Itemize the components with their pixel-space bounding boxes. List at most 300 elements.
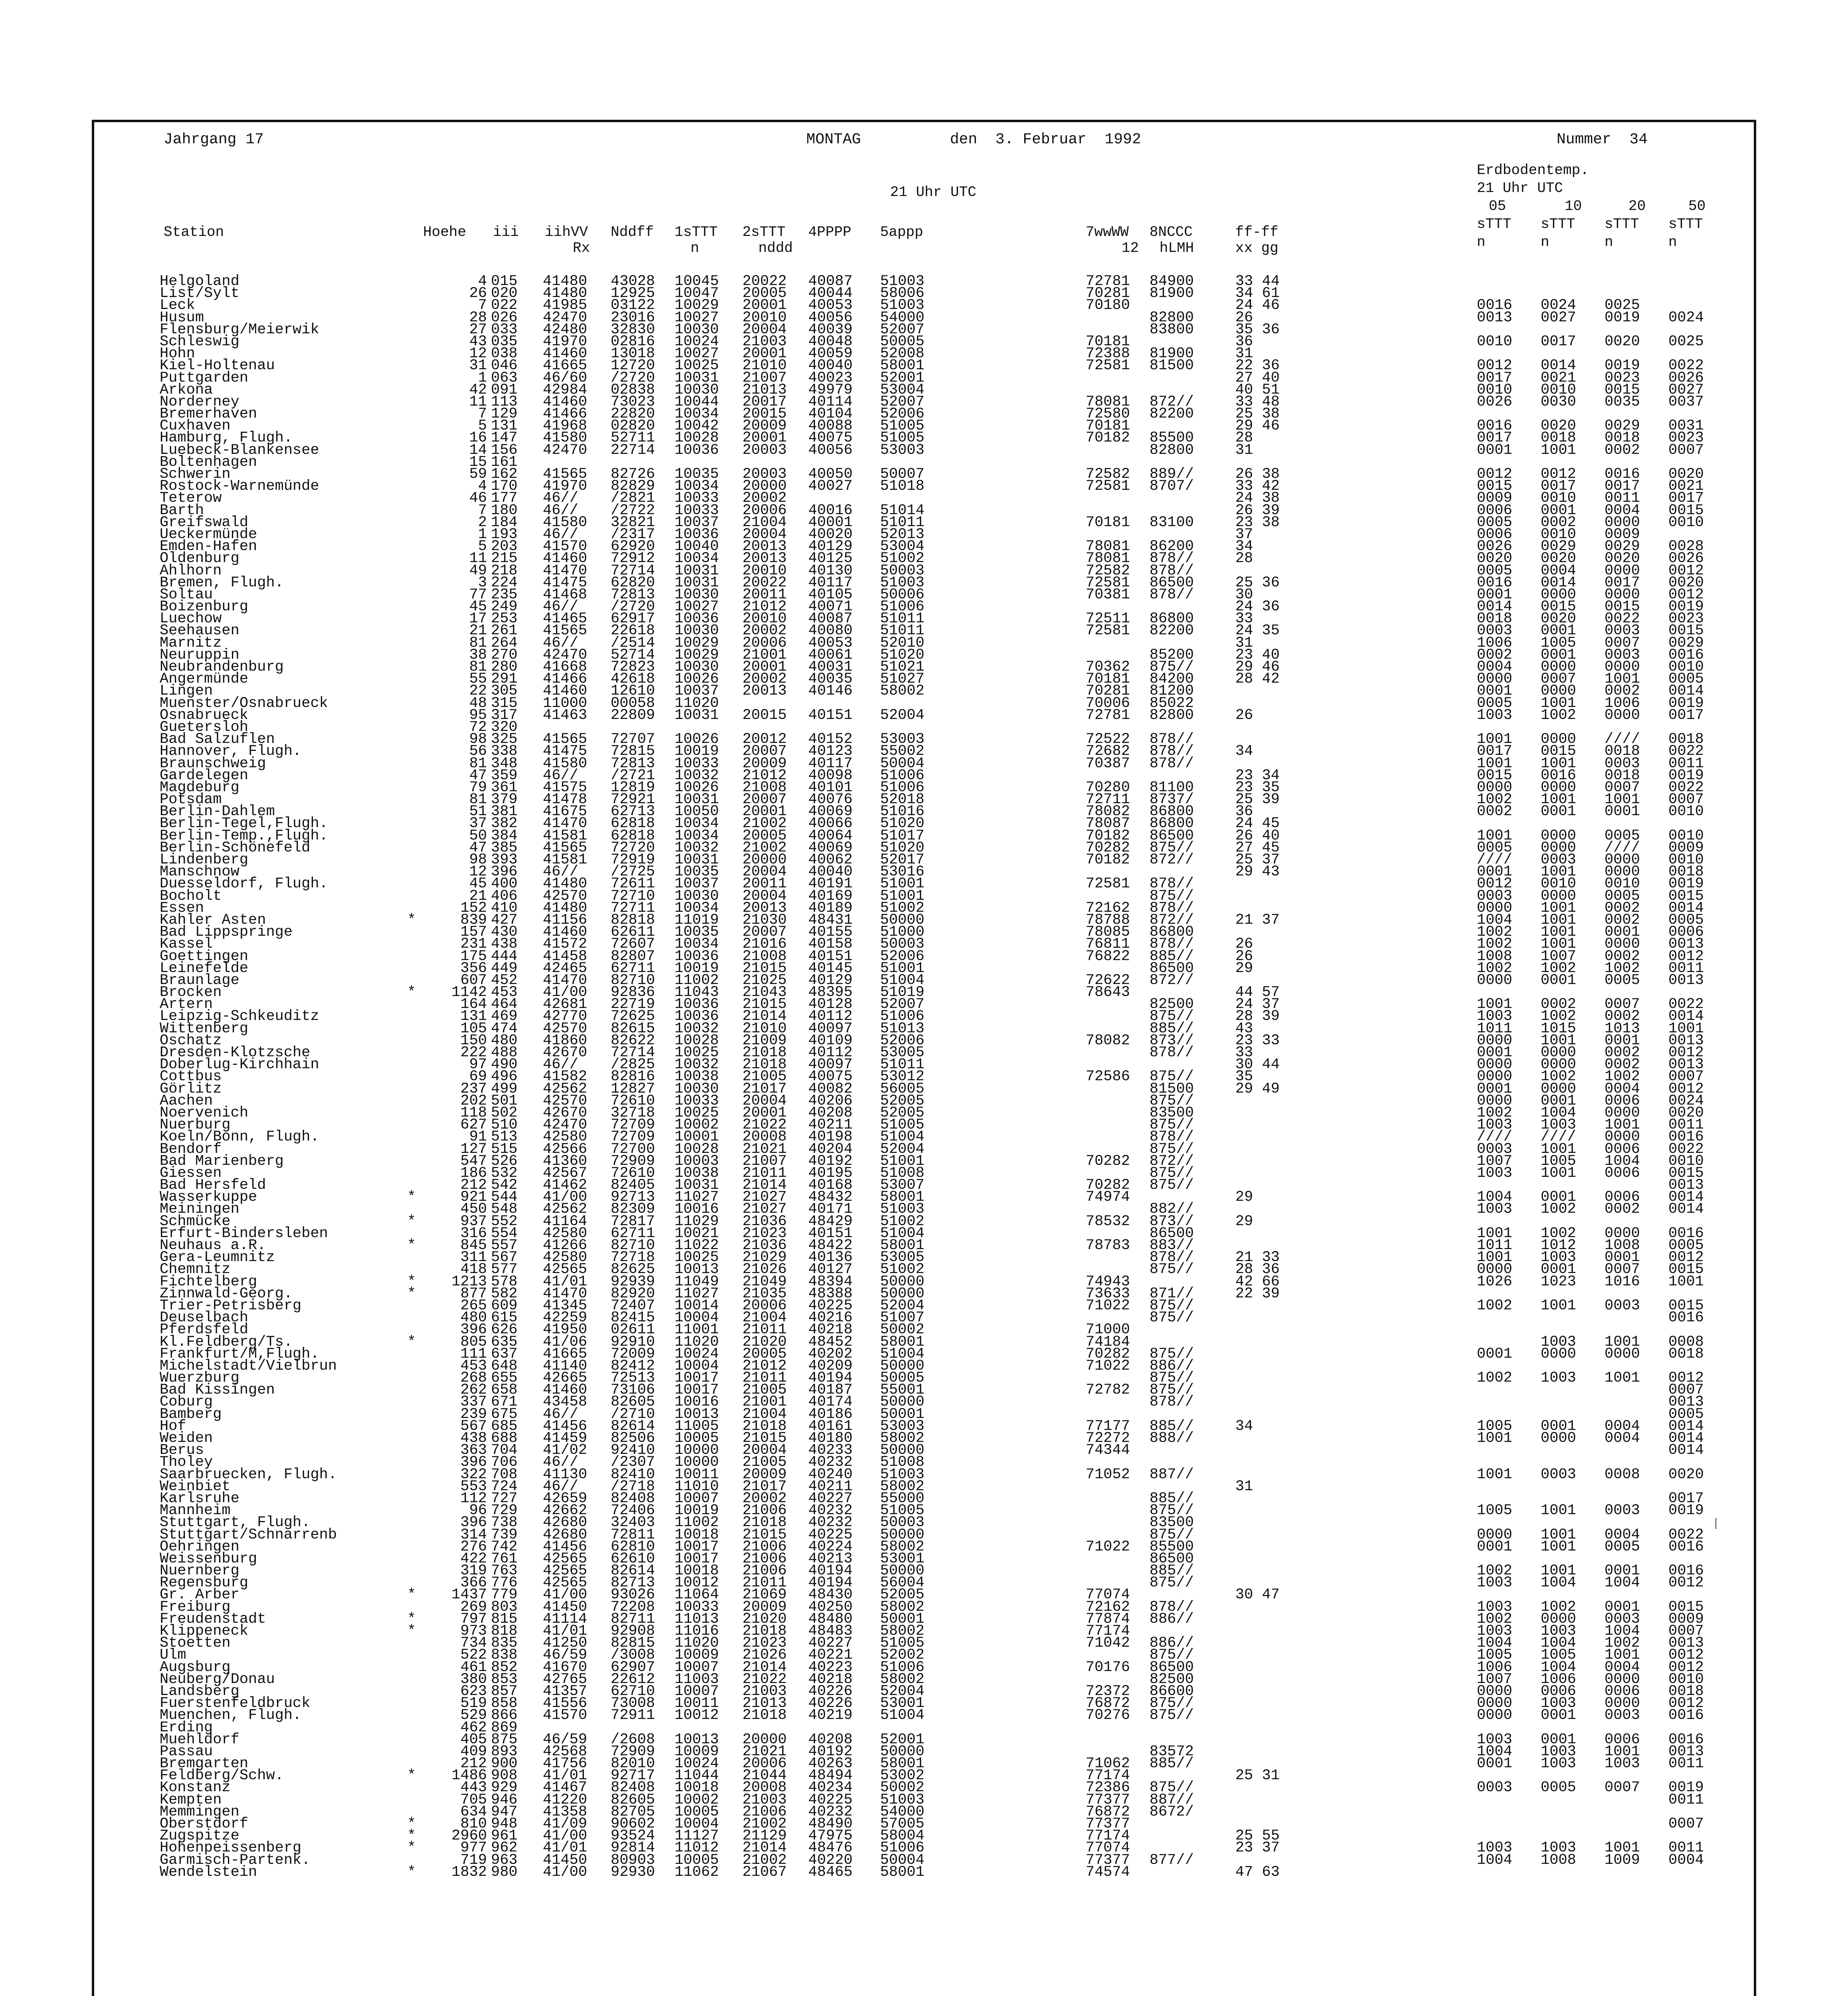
cloud-group: 8707/: [1150, 478, 1194, 495]
nddff-group: 62818: [611, 815, 655, 832]
temp-group: 10027: [675, 598, 719, 616]
soil-temp-50: 0019: [1668, 875, 1704, 893]
soil-temp-10: 0010: [1541, 381, 1576, 398]
pressure-group: 40220: [808, 1851, 853, 1869]
station-id: 948: [491, 1816, 518, 1832]
tendency-group: 51000: [880, 924, 925, 941]
soil-temp-20: 0020: [1605, 333, 1640, 350]
pressure-group: 40216: [808, 1309, 853, 1327]
tendency-group: 51008: [880, 1164, 925, 1182]
soil-temp-05: 1002: [1477, 1297, 1512, 1314]
tendency-group: 50002: [880, 1779, 925, 1796]
soil-temp-20: 1001: [1605, 1117, 1640, 1134]
tendency-group: 51006: [880, 1659, 925, 1676]
dewpoint-group: 20004: [742, 887, 787, 905]
soil-temp-20: 0000: [1605, 1671, 1640, 1688]
station-name: Husum: [160, 309, 204, 326]
nddff-group: 72718: [611, 1249, 655, 1266]
pressure-group: 40027: [808, 478, 853, 495]
temp-group: 10033: [675, 755, 719, 772]
station-height: 91: [469, 1129, 487, 1146]
station-mark: *: [407, 1189, 416, 1206]
tendency-group: 56005: [880, 1080, 925, 1097]
soil-temp-10: 0003: [1541, 1466, 1576, 1483]
iihvv-group: 46/59: [543, 1731, 588, 1748]
iihvv-group: 41470: [543, 815, 588, 832]
soil-temp-50: 0004: [1668, 1851, 1704, 1869]
soil-temp-50: 0016: [1668, 1129, 1704, 1146]
cloud-group: 86500: [1150, 1659, 1194, 1676]
soil-temp-time: 21 Uhr UTC: [1477, 180, 1563, 196]
soil-temp-50: 0013: [1668, 972, 1704, 989]
station-height: 839: [460, 911, 487, 929]
temp-group: 10007: [675, 1683, 719, 1700]
soil-temp-20: ////: [1605, 839, 1640, 856]
weather-group: 72711: [1086, 791, 1130, 808]
soil-temp-10: 1001: [1541, 924, 1576, 941]
soil-temp-50: 0010: [1668, 851, 1704, 868]
tendency-group: 53003: [880, 442, 925, 459]
soil-temp-05: 0013: [1477, 309, 1512, 326]
station-name: Puttgarden: [160, 369, 249, 386]
pressure-group: 40101: [808, 779, 853, 796]
dewpoint-group: 21014: [742, 1177, 787, 1194]
dewpoint-group: 21007: [742, 369, 787, 386]
soil-temp-20: 0029: [1605, 538, 1640, 555]
dewpoint-group: 21014: [742, 1008, 787, 1025]
tendency-group: 51011: [880, 514, 925, 531]
station-id: 761: [491, 1550, 518, 1567]
station-height: 262: [460, 1382, 487, 1399]
station-id: 496: [491, 1068, 518, 1085]
dewpoint-group: 21012: [742, 767, 787, 784]
station-name: Passau: [160, 1743, 213, 1760]
soil-temp-05: 1007: [1477, 1671, 1512, 1688]
soil-temp-50: 0011: [1668, 1840, 1704, 1857]
tendency-group: 53003: [880, 1418, 925, 1435]
soil-temp-10: 0000: [1541, 779, 1576, 796]
station-height: 96: [469, 1502, 487, 1519]
pressure-group: 40169: [808, 887, 853, 905]
soil-temp-50: 0011: [1668, 1791, 1704, 1808]
cloud-group: 885//: [1150, 948, 1194, 965]
soil-temp-05: 0005: [1477, 695, 1512, 712]
nddff-group: 82605: [611, 1394, 655, 1411]
nddff-group: /2722: [611, 502, 655, 519]
station-name: Noervenich: [160, 1104, 249, 1121]
nddff-group: 82410: [611, 1466, 655, 1483]
dewpoint-group: 20022: [742, 273, 787, 290]
station-name: Teterow: [160, 490, 222, 507]
soil-temp-05: 1008: [1477, 948, 1512, 965]
col-7wwww-sub: 12: [1122, 240, 1139, 256]
weather-group: 70181: [1086, 671, 1130, 688]
col-ffff: ff-ff: [1235, 224, 1279, 240]
tendency-group: 55002: [880, 743, 925, 760]
weather-group: 70182: [1086, 851, 1130, 868]
temp-group: 10033: [675, 1092, 719, 1109]
wind-group: 33 42: [1235, 478, 1280, 495]
station-height: 175: [460, 948, 487, 965]
weather-group: 78788: [1086, 911, 1130, 929]
soil-temp-05: 0001: [1477, 863, 1512, 881]
station-name: Neuruppin: [160, 646, 239, 663]
station-height: 72: [469, 719, 487, 736]
soil-temp-05: 0001: [1477, 586, 1512, 603]
soil-temp-10: 0001: [1541, 1731, 1576, 1748]
pressure-group: 40221: [808, 1647, 853, 1664]
iihvv-group: 42580: [543, 1225, 588, 1242]
weather-group: 71022: [1086, 1297, 1130, 1314]
cloud-group: 878//: [1150, 743, 1194, 760]
soil-temp-20: 1008: [1605, 1237, 1640, 1254]
nddff-group: 72813: [611, 755, 655, 772]
table-row: [0, 707, 1848, 724]
wind-group: 23 35: [1235, 779, 1280, 796]
nddff-group: 72909: [611, 1152, 655, 1170]
temp-group: 10019: [675, 1502, 719, 1519]
soil-stt-05: sTTT: [1477, 216, 1512, 232]
temp-group: 10038: [675, 1068, 719, 1085]
dewpoint-group: 21026: [742, 1261, 787, 1278]
station-name: Ueckermünde: [160, 526, 257, 543]
soil-temp-10: 0000: [1541, 659, 1576, 675]
soil-temp-20: 0003: [1605, 1502, 1640, 1519]
station-id: 857: [491, 1683, 518, 1700]
soil-temp-20: 0019: [1605, 357, 1640, 374]
nddff-group: 72709: [611, 1117, 655, 1134]
soil-temp-10: 0001: [1541, 502, 1576, 519]
soil-stt-50: sTTT: [1668, 216, 1703, 232]
tendency-group: 52001: [880, 1731, 925, 1748]
soil-temp-50: 0015: [1668, 1598, 1704, 1616]
soil-temp-20: 1013: [1605, 1020, 1640, 1037]
pressure-group: 40109: [808, 1032, 853, 1049]
weather-group: 72162: [1086, 899, 1130, 917]
pressure-group: 40050: [808, 466, 853, 483]
wind-group: 24 36: [1235, 598, 1280, 616]
tendency-group: 51021: [880, 659, 925, 675]
pressure-group: 40209: [808, 1357, 853, 1374]
station-name: Neubrandenburg: [160, 659, 284, 675]
tendency-group: 53002: [880, 1767, 925, 1784]
soil-temp-50: 0012: [1668, 1080, 1704, 1097]
soil-temp-10: 0018: [1541, 430, 1576, 447]
dewpoint-group: 20003: [742, 442, 787, 459]
soil-temp-05: 0006: [1477, 502, 1512, 519]
dewpoint-group: 21018: [742, 1044, 787, 1061]
station-name: Stoetten: [160, 1635, 231, 1652]
soil-temp-title: Erdbodentemp.: [1477, 162, 1589, 178]
pressure-group: 40097: [808, 1056, 853, 1073]
soil-temp-50: 0010: [1668, 1671, 1704, 1688]
station-id: 578: [491, 1273, 518, 1290]
station-height: 2960: [451, 1828, 487, 1845]
soil-temp-10: 0001: [1541, 646, 1576, 663]
tendency-group: 51002: [880, 1213, 925, 1230]
station-id: 235: [491, 586, 518, 603]
dewpoint-group: 21002: [742, 839, 787, 856]
soil-temp-10: 0000: [1541, 839, 1576, 856]
dewpoint-group: 21002: [742, 1816, 787, 1832]
wind-group: 30 44: [1235, 1056, 1280, 1073]
wind-group: 30 47: [1235, 1586, 1280, 1604]
pressure-group: 40104: [808, 406, 853, 423]
tendency-group: 55001: [880, 1382, 925, 1399]
temp-group: 10004: [675, 1357, 719, 1374]
tendency-group: 51011: [880, 1056, 925, 1073]
soil-temp-50: 0013: [1668, 1743, 1704, 1760]
iihvv-group: 42566: [543, 1141, 588, 1158]
wind-group: 28: [1235, 430, 1253, 447]
iihvv-group: 41130: [543, 1466, 588, 1483]
station-name: Frankfurt/M,Flugh.: [160, 1345, 319, 1362]
station-height: 111: [460, 1345, 487, 1362]
temp-group: 10036: [675, 526, 719, 543]
station-id: 315: [491, 695, 518, 712]
station-id: 729: [491, 1502, 518, 1519]
soil-stt-10: sTTT: [1541, 216, 1575, 232]
station-name: Zugspitze: [160, 1828, 239, 1845]
station-height: 21: [469, 622, 487, 640]
pressure-group: 40114: [808, 393, 853, 410]
station-name: Weissenburg: [160, 1550, 257, 1567]
soil-temp-05: 1005: [1477, 1502, 1512, 1519]
dewpoint-group: 21006: [742, 1550, 787, 1567]
dewpoint-group: 21021: [742, 1743, 787, 1760]
soil-temp-20: 0018: [1605, 743, 1640, 760]
tendency-group: 51013: [880, 1020, 925, 1037]
pressure-group: 40204: [808, 1141, 853, 1158]
soil-temp-20: 0003: [1605, 646, 1640, 663]
iihvv-group: 41/01: [543, 1273, 588, 1290]
soil-temp-10: 1001: [1541, 936, 1576, 953]
soil-temp-20: 1006: [1605, 695, 1640, 712]
cloud-group: 84900: [1150, 273, 1194, 290]
temp-group: 11127: [675, 1828, 719, 1845]
iihvv-group: 41/00: [543, 1189, 588, 1206]
station-name: Berlin-Dahlem: [160, 803, 275, 820]
station-name: Erding: [160, 1719, 213, 1736]
wind-group: 27 45: [1235, 839, 1280, 856]
cloud-group: 878//: [1150, 875, 1194, 893]
temp-group: 10005: [675, 1851, 719, 1869]
soil-temp-05: 1003: [1477, 1201, 1512, 1218]
station-id: 980: [491, 1863, 518, 1881]
soil-temp-05: 1005: [1477, 1418, 1512, 1435]
cloud-group: 85200: [1150, 646, 1194, 663]
station-id: 162: [491, 466, 518, 483]
temp-group: 10028: [675, 1141, 719, 1158]
station-height: 316: [460, 1225, 487, 1242]
station-height: 46: [469, 490, 487, 507]
station-height: 7: [478, 406, 487, 423]
tendency-group: 53004: [880, 538, 925, 555]
weather-group: 70180: [1086, 297, 1130, 314]
station-height: 319: [460, 1562, 487, 1580]
pressure-group: 40225: [808, 1526, 853, 1543]
nddff-group: 82710: [611, 972, 655, 989]
dewpoint-group: 21013: [742, 381, 787, 398]
pressure-group: 40232: [808, 1514, 853, 1531]
station-name: Muenchen, Flugh.: [160, 1707, 302, 1724]
weather-group: 77174: [1086, 1828, 1130, 1845]
pressure-group: 48430: [808, 1586, 853, 1604]
dewpoint-group: 21011: [742, 1370, 787, 1387]
station-name: Klippeneck: [160, 1623, 249, 1640]
station-id: 738: [491, 1514, 518, 1531]
cloud-group: 85500: [1150, 430, 1194, 447]
nddff-group: 90602: [611, 1816, 655, 1832]
iihvv-group: 42670: [543, 1104, 588, 1121]
soil-temp-10: 1003: [1541, 1695, 1576, 1712]
iihvv-group: 42659: [543, 1490, 588, 1507]
soil-temp-10: 0016: [1541, 767, 1576, 784]
soil-temp-05: 1001: [1477, 1225, 1512, 1242]
tendency-group: 54000: [880, 309, 925, 326]
dewpoint-group: 20012: [742, 731, 787, 748]
soil-temp-10: 0001: [1541, 1092, 1576, 1109]
soil-temp-10: 0001: [1541, 1261, 1576, 1278]
soil-temp-05: 0010: [1477, 381, 1512, 398]
station-height: 337: [460, 1394, 487, 1411]
iihvv-group: 42570: [543, 1092, 588, 1109]
soil-temp-50: 0022: [1668, 779, 1704, 796]
col-ffff-sub: xx gg: [1235, 240, 1279, 256]
iihvv-group: 43458: [543, 1394, 588, 1411]
station-height: 409: [460, 1743, 487, 1760]
iihvv-group: 41345: [543, 1297, 588, 1314]
col-2sttt-sub: nddd: [758, 240, 793, 256]
station-name: Garmisch-Partenk.: [160, 1851, 311, 1869]
nddff-group: 32821: [611, 514, 655, 531]
temp-group: 10005: [675, 1430, 719, 1447]
tendency-group: 55000: [880, 1490, 925, 1507]
iihvv-group: 42565: [543, 1261, 588, 1278]
dewpoint-group: 21006: [742, 1562, 787, 1580]
soil-temp-20: 0019: [1605, 309, 1640, 326]
nddff-group: 73023: [611, 393, 655, 410]
station-mark: *: [407, 1816, 416, 1832]
dewpoint-group: 20003: [742, 466, 787, 483]
station-id: 763: [491, 1562, 518, 1580]
soil-temp-10: 0014: [1541, 574, 1576, 591]
weather-group: 70282: [1086, 839, 1130, 856]
tendency-group: 58001: [880, 1189, 925, 1206]
cloud-group: 887//: [1150, 1466, 1194, 1483]
nddff-group: 22820: [611, 406, 655, 423]
soil-temp-10: 0000: [1541, 1044, 1576, 1061]
nddff-group: 82807: [611, 948, 655, 965]
temp-group: 11049: [675, 1273, 719, 1290]
pressure-group: 40066: [808, 815, 853, 832]
wind-group: 26: [1235, 936, 1253, 953]
temp-group: 11003: [675, 1671, 719, 1688]
temp-group: 10012: [675, 1707, 719, 1724]
iihvv-group: 41466: [543, 671, 588, 688]
dewpoint-group: 20008: [742, 1779, 787, 1796]
station-name: Bad Salzuflen: [160, 731, 275, 748]
station-height: 1: [478, 526, 487, 543]
station-id: 480: [491, 1032, 518, 1049]
tendency-group: 50000: [880, 1285, 925, 1302]
station-id: 776: [491, 1574, 518, 1592]
iihvv-group: 46//: [543, 1454, 578, 1471]
cloud-group: 885//: [1150, 1562, 1194, 1580]
pressure-group: 40016: [808, 502, 853, 519]
wind-group: 34: [1235, 538, 1253, 555]
pressure-group: 40234: [808, 1779, 853, 1796]
station-id: 038: [491, 345, 518, 362]
wind-group: 25 38: [1235, 406, 1280, 423]
soil-temp-20: 1001: [1605, 1743, 1640, 1760]
iihvv-group: 41/00: [543, 1863, 588, 1881]
pressure-group: 40194: [808, 1562, 853, 1580]
nddff-group: 02838: [611, 381, 655, 398]
temp-group: 11002: [675, 972, 719, 989]
iihvv-group: 41665: [543, 1345, 588, 1362]
soil-temp-10: 1001: [1541, 1538, 1576, 1555]
tendency-group: 53005: [880, 1044, 925, 1061]
station-id: 170: [491, 478, 518, 495]
soil-temp-50: 0022: [1668, 996, 1704, 1013]
temp-group: 10025: [675, 1044, 719, 1061]
soil-temp-05: 1004: [1477, 1743, 1512, 1760]
station-height: 396: [460, 1514, 487, 1531]
soil-temp-05: 0000: [1477, 1068, 1512, 1085]
soil-temp-20: 0001: [1605, 924, 1640, 941]
soil-temp-05: 1004: [1477, 1189, 1512, 1206]
soil-temp-50: 0023: [1668, 610, 1704, 628]
cloud-group: 875//: [1150, 1345, 1194, 1362]
weather-group: 76822: [1086, 948, 1130, 965]
nddff-group: 62713: [611, 803, 655, 820]
station-name: Berlin-Tegel,Flugh.: [160, 815, 328, 832]
station-id: 900: [491, 1755, 518, 1772]
pressure-group: 40194: [808, 1370, 853, 1387]
nddff-group: 93524: [611, 1828, 655, 1845]
station-id: 129: [491, 406, 518, 423]
weather-group: 72388: [1086, 345, 1130, 362]
wind-group: 29 46: [1235, 659, 1280, 675]
iihvv-group: 41478: [543, 791, 588, 808]
iihvv-group: 41266: [543, 1237, 588, 1254]
iihvv-group: 41475: [543, 743, 588, 760]
tendency-group: 50005: [880, 333, 925, 350]
soil-temp-10: 1001: [1541, 1297, 1576, 1314]
station-name: Schwerin: [160, 466, 231, 483]
dewpoint-group: 21005: [742, 1454, 787, 1471]
nddff-group: 82615: [611, 1020, 655, 1037]
wind-group: 24 37: [1235, 996, 1280, 1013]
soil-temp-20: 0000: [1605, 1225, 1640, 1242]
station-height: 55: [469, 671, 487, 688]
pressure-group: 40195: [808, 1164, 853, 1182]
soil-temp-05: 0012: [1477, 466, 1512, 483]
station-height: 623: [460, 1683, 487, 1700]
soil-temp-05: 0015: [1477, 767, 1512, 784]
weather-group: 78082: [1086, 1032, 1130, 1049]
station-id: 444: [491, 948, 518, 965]
pressure-group: 40232: [808, 1803, 853, 1820]
pressure-group: 40225: [808, 1297, 853, 1314]
station-name: Wasserkuppe: [160, 1189, 257, 1206]
station-id: 908: [491, 1767, 518, 1784]
weather-group: 70282: [1086, 1345, 1130, 1362]
cloud-group: 875//: [1150, 1309, 1194, 1327]
pressure-group: 40227: [808, 1490, 853, 1507]
soil-temp-10: 1003: [1541, 1249, 1576, 1266]
